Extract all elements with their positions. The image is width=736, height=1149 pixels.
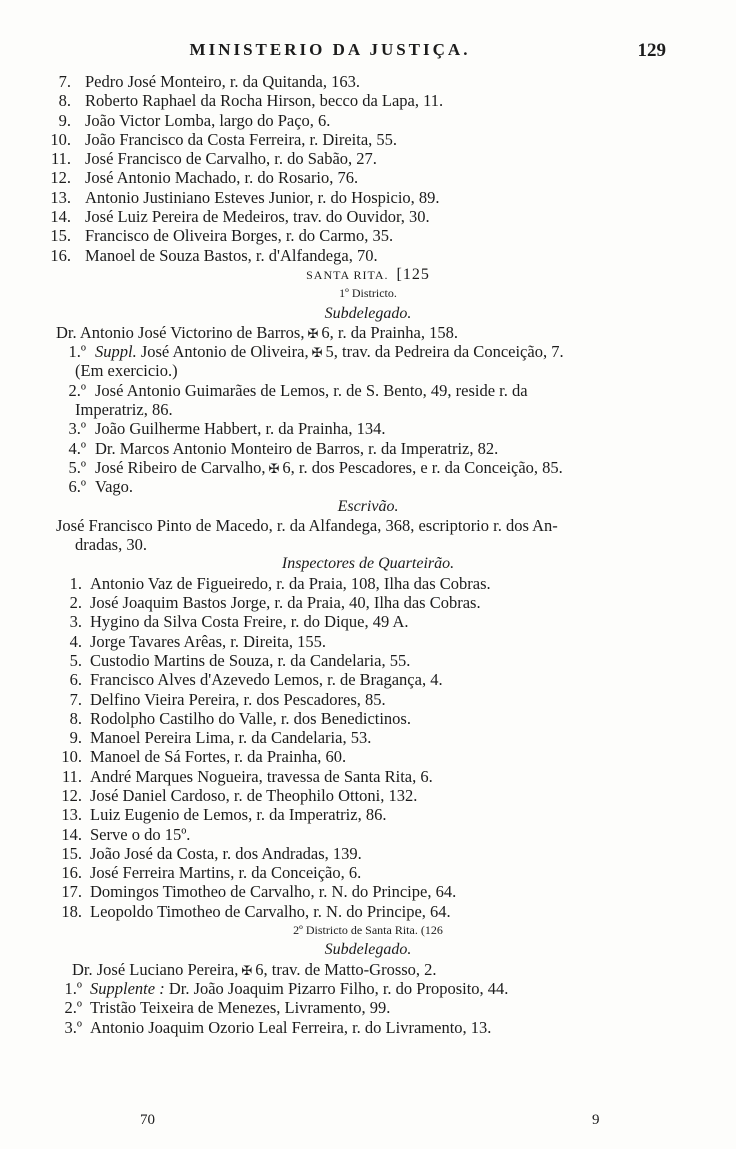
page-content [0, 72, 736, 1037]
list-item: (Em exercicio.) [75, 361, 178, 381]
footer-signature-right: 9 [592, 1112, 600, 1128]
list-item: 5. Custodio Martins de Souza, r. da Candelaria, 55. [69, 650, 411, 670]
imperial-crest-icon: ✠ [307, 325, 319, 341]
list-item: 15. João José da Costa, r. dos Andradas, 139. [61, 843, 362, 863]
list-item: 16. José Ferreira Martins, r. da Conceição, 6. [61, 863, 362, 883]
subdelegado-heading: Subdelegado. [324, 941, 412, 959]
list-item: 2.º Tristão Teixeira de Menezes, Livramento, 99. [64, 998, 391, 1018]
list-item: 8. Roberto Raphael da Rocha Hirson, becco da Lapa, 11. [58, 91, 444, 111]
list-item: 7. Delfino Vieira Pereira, r. dos Pescadores, 85. [69, 689, 386, 709]
section-number: [125 [396, 265, 430, 283]
list-item: 14. Serve o do 15º. [61, 824, 191, 844]
list-item: 5.º José Ribeiro de Carvalho, ✠ 6, r. dos Pescadores, e r. da Conceição, 85. [68, 457, 563, 477]
list-item: 3.º Antonio Joaquim Ozorio Leal Ferreira, r. do Livramento, 13. [64, 1017, 492, 1037]
list-item: 13. Antonio Justiniano Esteves Junior, r. do Hospicio, 89. [50, 187, 440, 207]
list-item: 6. Francisco Alves d'Azevedo Lemos, r. de Bragança, 4. [69, 670, 443, 690]
running-title: MINISTERIO DA JUSTIÇA. [189, 40, 471, 59]
list-item: 8. Rodolpho Castilho do Valle, r. dos Benedictinos. [69, 708, 411, 728]
list-item: 4.º Dr. Marcos Antonio Monteiro de Barros, r. da Imperatriz, 82. [68, 438, 499, 458]
escrivao-entry-cont: dradas, 30. [75, 535, 147, 555]
list-item: 3. Hygino da Silva Costa Freire, r. do Dique, 49 A. [69, 612, 409, 632]
section-title: SANTA RITA. [306, 267, 389, 282]
escrivao-entry: José Francisco Pinto de Macedo, r. da Alfandega, 368, escriptorio r. dos An- [56, 515, 558, 535]
list-item: 1. Antonio Vaz de Figueiredo, r. da Praia, 108, Ilha das Cobras. [69, 573, 491, 593]
list-item: 12. José Daniel Cardoso, r. de Theophilo Ottoni, 132. [61, 785, 418, 805]
section-heading [0, 265, 736, 284]
imperial-crest-icon: ✠ [241, 962, 253, 978]
list-item: 17. Domingos Timotheo de Carvalho, r. N. do Principe, 64. [61, 882, 457, 902]
list-item: Imperatriz, 86. [75, 400, 173, 420]
list-item: 10. João Francisco da Costa Ferreira, r. Direita, 55. [50, 129, 398, 149]
list-item: 9. João Victor Lomba, largo do Paço, 6. [58, 110, 331, 130]
list-item: 2. José Joaquim Bastos Jorge, r. da Praia, 40, Ilha das Cobras. [69, 593, 481, 613]
list-item: 14. José Luiz Pereira de Medeiros, trav. do Ouvidor, 30. [50, 207, 430, 227]
list-item: 18. Leopoldo Timotheo de Carvalho, r. N. do Principe, 64. [61, 901, 451, 921]
list-item: 11. André Marques Nogueira, travessa de Santa Rita, 6. [61, 766, 433, 786]
escrivao-heading: Escrivão. [337, 497, 399, 515]
list-item: 10. Manoel de Sá Fortes, r. da Prainha, 60. [61, 747, 347, 767]
subdelegado-entry: Dr. José Luciano Pereira, ✠ 6, trav. de Matto-Grosso, 2. [72, 959, 437, 979]
list-item: 2.º José Antonio Guimarães de Lemos, r. de S. Bento, 49, reside r. da [68, 380, 528, 400]
list-item: 11. José Francisco de Carvalho, r. do Sabão, 27. [50, 149, 377, 169]
inspectores-heading: Inspectores de Quarteirão. [281, 555, 455, 573]
list-item: 7. Pedro José Monteiro, r. da Quitanda, 163. [58, 72, 360, 91]
district-heading: 2º Districto de Santa Rita. (126 [293, 923, 443, 938]
subdelegado-entry: Dr. Antonio José Victorino de Barros, ✠ 6, r. da Prainha, 158. [56, 322, 458, 342]
list-item: 13. Luiz Eugenio de Lemos, r. da Imperatriz, 86. [61, 805, 387, 825]
list-item: 6.º Vago. [68, 477, 134, 497]
list-item: 15. Francisco de Oliveira Borges, r. do Carmo, 35. [50, 226, 394, 246]
list-item: 4. Jorge Tavares Arêas, r. Direita, 155. [69, 631, 327, 651]
list-item: 1.º Suppl. José Antonio de Oliveira, ✠ 5, trav. da Pedreira da Conceição, 7. [68, 342, 564, 362]
list-item: 1.º Supplente : Dr. João Joaquim Pizarro Filho, r. do Proposito, 44. [64, 978, 509, 998]
district-heading: 1º Districto. [339, 286, 397, 301]
imperial-crest-icon: ✠ [268, 460, 280, 476]
footer-signature-left: 70 [140, 1112, 155, 1128]
list-item: 16. Manoel de Souza Bastos, r. d'Alfandega, 70. [50, 245, 378, 265]
page-footer [0, 1112, 736, 1134]
list-item: 12. José Antonio Machado, r. do Rosario, 76. [50, 168, 359, 188]
subdelegado-heading: Subdelegado. [324, 304, 412, 322]
imperial-crest-icon: ✠ [311, 345, 323, 361]
page-header [0, 40, 736, 66]
list-item: 9. Manoel Pereira Lima, r. da Candelaria, 53. [69, 728, 372, 748]
list-item: 3.º João Guilherme Habbert, r. da Prainha, 134. [68, 419, 386, 439]
page-number: 129 [637, 40, 666, 61]
